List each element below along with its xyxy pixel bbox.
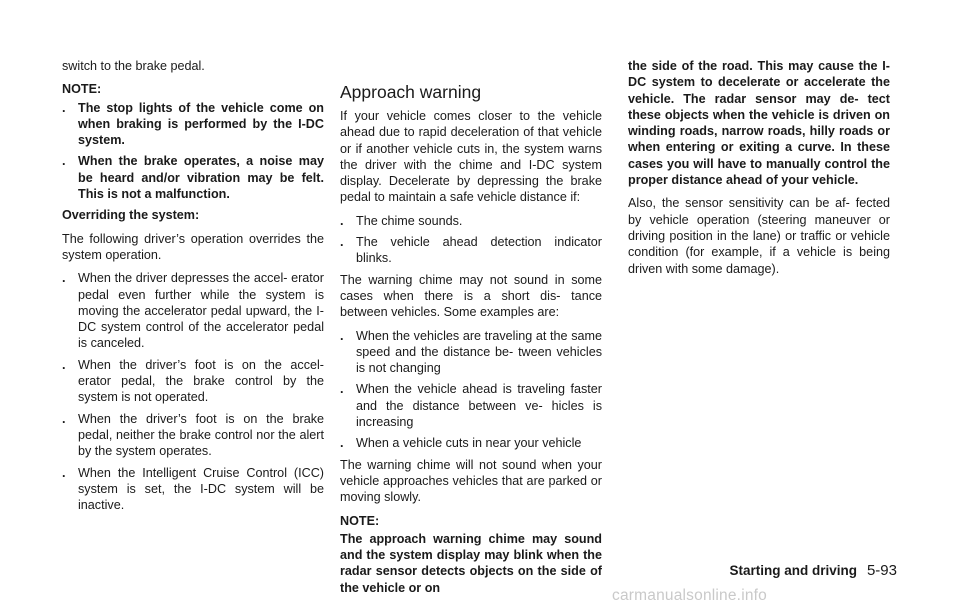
list-item: . When the Intelligent Cruise Control (ICC) system is set, the I-DC system will be inactive. (62, 465, 324, 513)
override-text: The following driver’s operation overrides the system operation. (62, 231, 324, 262)
paragraph: The warning chime will not sound when your vehicle approaches vehicles that are parked or moving slowly. (340, 457, 602, 505)
bullet: . (340, 328, 344, 343)
override-list (62, 270, 324, 513)
bullet: . (340, 382, 344, 397)
note-label: NOTE: (62, 82, 102, 97)
bullet: . (62, 271, 66, 286)
watermark: carmanualsonline.info (612, 587, 767, 604)
bullet: . (62, 100, 66, 115)
note-item: . The stop lights of the vehicle come on when braking is performed by the I-DC system. (62, 100, 324, 148)
examples-list (340, 328, 602, 452)
list-item: . When a vehicle cuts in near your vehicle (340, 436, 582, 451)
note-list (62, 100, 324, 203)
section-heading: Approach warning (340, 82, 482, 102)
intro-text: switch to the brake pedal. (62, 59, 205, 73)
note-label: NOTE: (340, 513, 380, 528)
column-left (62, 58, 324, 518)
warning-list (340, 213, 602, 267)
page-number: 5-93 (866, 562, 897, 579)
note-continued: the side of the road. This may cause the I-DC system to decelerate or accelerate the vehicle. The radar sensor may de- tect these objects when the vehicle is driven on winding roads, narrow roads, hilly roads or when entering or exiting a curve. In these cases you will have to manually control the proper distance ahead of your vehicle. (628, 59, 890, 188)
paragraph: The warning chime may not sound in some cases when there is a short dis- tance between vehicles. Some examples are: (340, 272, 602, 320)
list-item: . When the driver’s foot is on the accel- erator pedal, the brake control by the system is not operated. (62, 357, 324, 405)
paragraph: If your vehicle comes closer to the vehicle ahead due to rapid deceleration of that vehicle or if another vehicle cuts in, the system warns the driver with the chime and I-DC system display. Decelerate by depressing the brake pedal to maintain a safe vehicle distance if: (340, 109, 602, 205)
paragraph: Also, the sensor sensitivity can be af- fected by vehicle operation (steering maneuver or driving position in the lane) or traffic or vehicle condition (for example, if a vehicle is being driven with some damage). (628, 196, 890, 276)
bullet: . (340, 235, 344, 250)
section-title: Starting and driving (729, 563, 857, 578)
list-item: . When the driver depresses the accel- erator pedal even further while the system is moving the accelerator pedal upward, the I-DC system control of the accelerator pedal is canceled. (62, 271, 324, 351)
page-footer (729, 563, 897, 579)
bullet: . (62, 154, 66, 169)
bullet: . (340, 213, 344, 228)
bullet: . (340, 436, 344, 451)
bullet: . (62, 411, 66, 426)
column-middle (340, 58, 602, 603)
note-text: The approach warning chime may sound and the system display may blink when the radar sensor detects objects on the side of the vehicle or on (340, 531, 602, 595)
bullet: . (62, 357, 66, 372)
override-heading: Overriding the system: (62, 208, 200, 223)
column-right (628, 58, 890, 284)
list-item: . When the vehicles are traveling at the same speed and the distance be- tween vehicles is not changing (340, 328, 602, 376)
list-item: . When the vehicle ahead is traveling faster and the distance between ve- hicles is increasing (340, 382, 602, 430)
list-item: . The vehicle ahead detection indicator blinks. (340, 235, 602, 266)
note-item: . When the brake operates, a noise may be heard and/or vibration may be felt. This is not a malfunction. (62, 154, 324, 202)
list-item: . When the driver’s foot is on the brake pedal, neither the brake control nor the alert by the system operates. (62, 411, 324, 459)
bullet: . (62, 465, 66, 480)
list-item: . The chime sounds. (340, 213, 463, 228)
